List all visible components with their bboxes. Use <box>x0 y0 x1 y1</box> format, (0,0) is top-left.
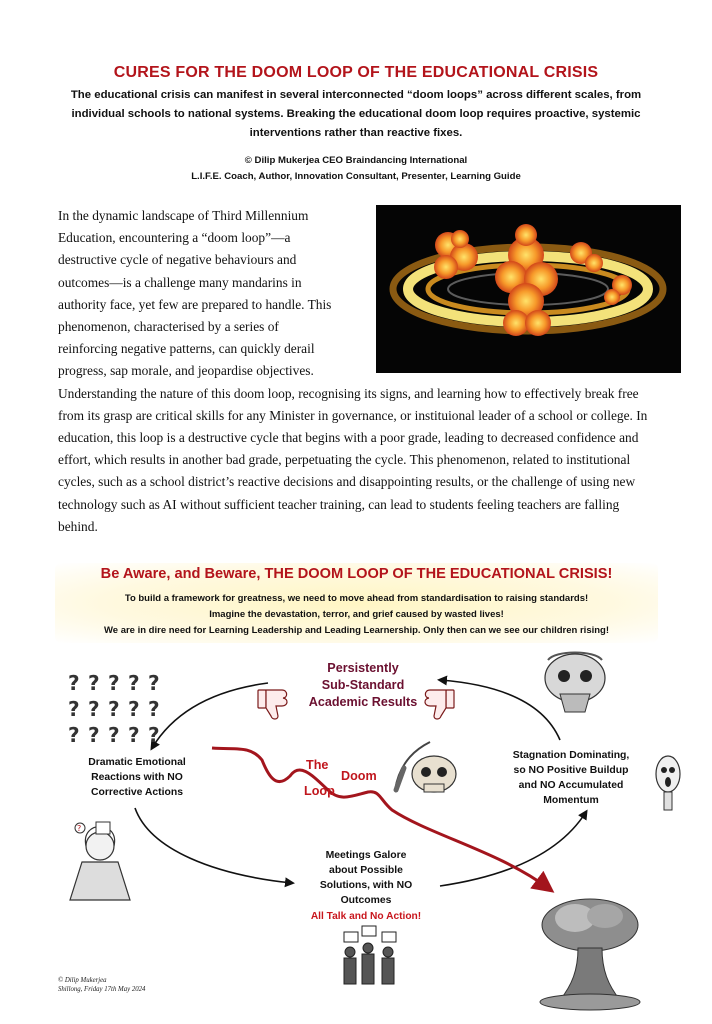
node-top-line-3: Academic Results <box>308 695 418 709</box>
arrow-bottom-to-right <box>440 812 586 886</box>
node-emotional-reactions <box>62 755 212 800</box>
credit-line-2: L.I.F.E. Coach, Author, Innovation Consultant, Presenter, Learning Guide <box>191 171 521 182</box>
svg-text:?: ? <box>128 697 140 721</box>
svg-text:?: ? <box>148 697 160 721</box>
node-bottom-line-2: about Possible <box>329 865 403 876</box>
svg-text:?: ? <box>108 697 120 721</box>
banner-line-3: We are in dire need for Learning Leadership and Leading Learnership. Only then can we see our children rising! <box>103 625 610 636</box>
stressed-person-icon <box>70 822 130 900</box>
node-right-line-3: and NO Accumulated <box>518 780 624 791</box>
banner-line-2: Imagine the devastation, terror, and grief caused by wasted lives! <box>209 609 504 620</box>
banner-line-1: To build a framework for greatness, we need to move ahead from standardisation to raising standards! <box>124 593 589 604</box>
node-right-line-1: Stagnation Dominating, <box>512 750 630 761</box>
svg-text:?: ? <box>68 697 80 721</box>
svg-text:?: ? <box>108 671 120 695</box>
loop-word-doom: Doom <box>341 769 377 783</box>
all-talk-no-action: All Talk and No Action! <box>310 911 422 922</box>
page-title: CURES FOR THE DOOM LOOP OF THE EDUCATIONAL CRISIS <box>113 64 599 81</box>
page-subtitle: The educational crisis can manifest in several interconnected “doom loops” across different scales, from individual schools to national systems. Breaking the educational doom loop requires proactive, systemic interventions rather than reactive fixes. <box>70 89 642 139</box>
node-stagnation <box>494 748 648 808</box>
question-marks-icon <box>68 671 160 747</box>
node-left-line-3: Corrective Actions <box>90 787 183 798</box>
node-bottom-line-1: Meetings Galore <box>325 850 407 861</box>
credit-line-1: © Dilip Mukerjea CEO Braindancing International <box>244 155 468 166</box>
svg-text:?: ? <box>128 671 140 695</box>
thumbs-down-left-icon <box>258 690 287 719</box>
svg-text:?: ? <box>68 723 80 747</box>
loop-word-loop: Loop <box>304 784 335 798</box>
mushroom-cloud-icon <box>540 899 640 1010</box>
node-sub-standard-results <box>292 660 434 711</box>
skull-quill-icon <box>395 742 456 792</box>
svg-text:?: ? <box>77 824 82 833</box>
node-right-line-4: Momentum <box>543 795 599 806</box>
arrow-top-to-left <box>152 683 268 748</box>
svg-text:?: ? <box>88 697 100 721</box>
footer-line-1: © Dilip Mukerjea <box>58 977 107 984</box>
svg-text:?: ? <box>88 723 100 747</box>
svg-text:?: ? <box>148 723 160 747</box>
arrow-right-to-top <box>440 680 560 740</box>
scream-figure-icon <box>656 756 680 810</box>
loop-word-the: The <box>306 758 329 772</box>
node-left-line-2: Reactions with NO <box>91 772 183 783</box>
node-left-line-1: Dramatic Emotional <box>88 757 186 768</box>
arrow-left-to-bottom <box>135 808 292 883</box>
node-top-line-2: Sub-Standard <box>321 678 405 692</box>
node-top-line-1: Persistently <box>327 661 399 675</box>
node-bottom-line-4: Outcomes <box>340 895 392 906</box>
footer-line-2: Shillong, Friday 17th May 2024 <box>58 986 146 993</box>
svg-text:?: ? <box>68 671 80 695</box>
banner-title: Be Aware, and Beware, THE DOOM LOOP OF THE EDUCATIONAL CRISIS! <box>100 566 613 582</box>
protest-crowd-icon <box>344 926 396 984</box>
node-right-line-2: so NO Positive Buildup <box>513 765 629 776</box>
footer-credit <box>58 976 258 994</box>
ghoul-face-icon <box>545 653 605 713</box>
svg-text:?: ? <box>108 723 120 747</box>
svg-text:?: ? <box>88 671 100 695</box>
svg-text:?: ? <box>148 671 160 695</box>
node-bottom-line-3: Solutions, with NO <box>319 880 413 891</box>
svg-text:?: ? <box>128 723 140 747</box>
node-meetings-galore <box>290 848 442 908</box>
intro-text: In the dynamic landscape of Third Millennium Education, encountering a “doom loop”—a destructive cycle of negative behaviours and outcomes—is a challenge many mandarins in authority face, yet few are prepared to handle. This phenomenon, characterised by a series of reinforcing negative patterns, can quickly derail progress, sap morale, and jeopardise objectives. Understanding the nature of this doom loop, recognising its signs, and learning how to effectively break free from its grasp are critical skills for any Minister in governance, or instituional leader of a school or college. In education, this loop is a destructive cycle that begins with a poor grade, leading to decreased confidence and effort, which results in another bad grade, perpetuating the cycle. This phenomenon, related to institutional cycles, such as a school district’s reactive decisions and disappointing results, or the challenge of using new technology such as AI without sufficient teacher training, can lead to students feeling teachers are falling behind. <box>58 208 648 534</box>
